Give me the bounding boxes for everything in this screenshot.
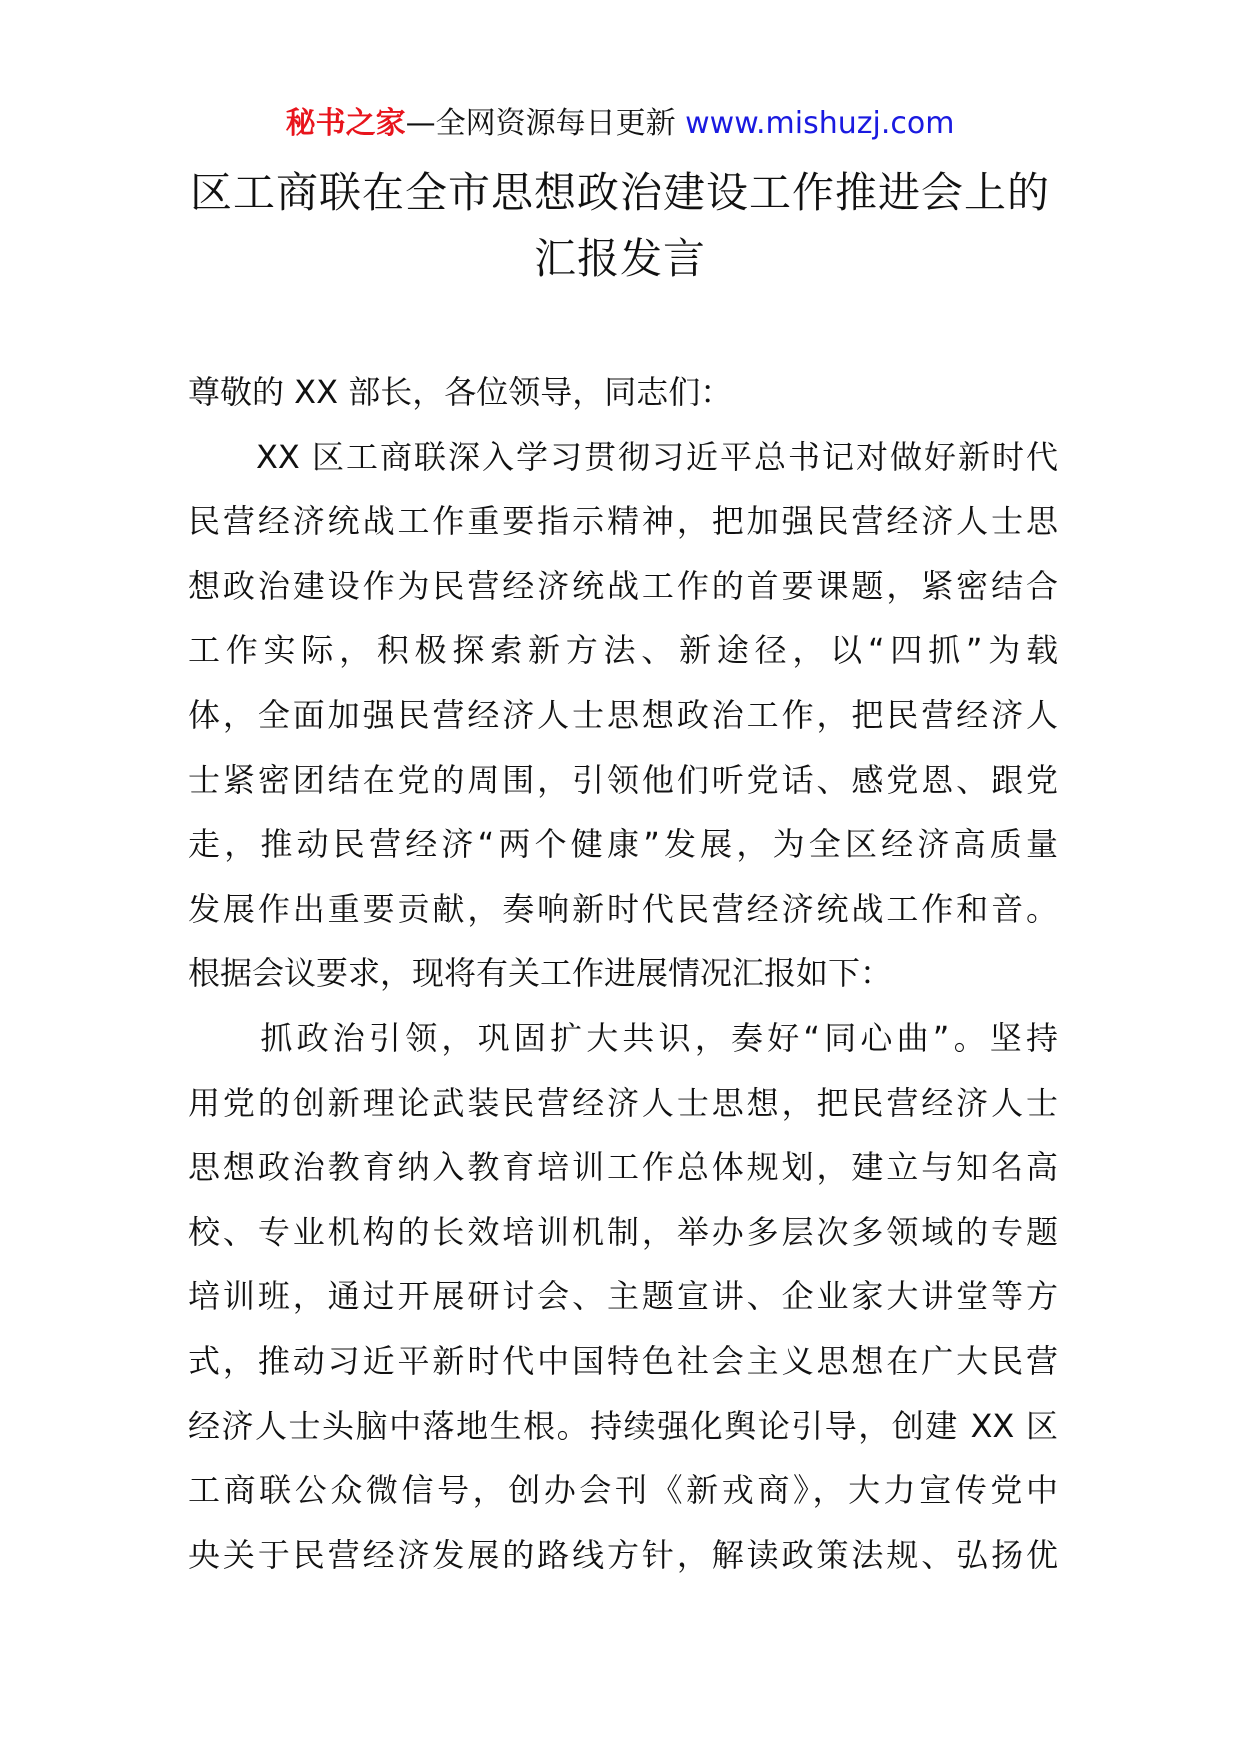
body-line: 工作实际，积极探索新方法、新途径，以“四抓”为载: [188, 631, 1058, 670]
brand-name: 秘书之家: [285, 106, 406, 141]
body-line: 发展作出重要贡献，奏响新时代民营经济统战工作和音。: [188, 889, 1058, 928]
body-line: 思想政治教育纳入教育培训工作总体规划，建立与知名高: [188, 1148, 1058, 1187]
site-url-link[interactable]: www.mishuzj.com: [685, 106, 955, 141]
body-line: 走，推动民营经济“两个健康”发展，为全区经济高质量: [188, 825, 1058, 864]
body-line: 根据会议要求，现将有关工作进展情况汇报如下：: [188, 954, 893, 993]
body-line: 抓政治引领，巩固扩大共识，奏好“同心曲”。坚持: [188, 1018, 1058, 1057]
body-line: 民营经济统战工作重要指示精神，把加强民营经济人士思: [188, 502, 1058, 541]
body-line: 培训班，通过开展研讨会、主题宣讲、企业家大讲堂等方: [188, 1277, 1058, 1316]
body-line: 想政治建设作为民营经济统战工作的首要课题，紧密结合: [188, 566, 1058, 605]
title-line-1: 区工商联在全市思想政治建设工作推进会上的: [189, 168, 1050, 217]
body-line: 央关于民营经济发展的路线方针，解读政策法规、弘扬优: [188, 1535, 1058, 1574]
salutation: 尊敬的 XX 部长，各位领导，同志们：: [188, 373, 733, 411]
body-line: 工商联公众微信号，创办会刊《新戎商》，大力宣传党中: [188, 1471, 1058, 1510]
body-line: 经济人士头脑中落地生根。持续强化舆论引导，创建 XX 区: [188, 1406, 1058, 1445]
document-title: [0, 160, 1240, 292]
body-line: 体，全面加强民营经济人士思想政治工作，把民营经济人: [188, 695, 1058, 734]
document-body: [188, 360, 1058, 1587]
body-line: 式，推动习近平新时代中国特色社会主义思想在广大民营: [188, 1341, 1058, 1380]
site-header: [0, 104, 1240, 144]
header-tagline: —全网资源每日更新: [405, 106, 686, 141]
body-line: 用党的创新理论武装民营经济人士思想，把民营经济人士: [188, 1083, 1058, 1122]
body-line: 校、专业机构的长效培训机制，举办多层次多领域的专题: [188, 1212, 1058, 1251]
body-line: XX 区工商联深入学习贯彻习近平总书记对做好新时代: [188, 437, 1058, 476]
body-line: 士紧密团结在党的周围，引领他们听党话、感党恩、跟党: [188, 760, 1058, 799]
title-line-2: 汇报发言: [533, 234, 706, 283]
